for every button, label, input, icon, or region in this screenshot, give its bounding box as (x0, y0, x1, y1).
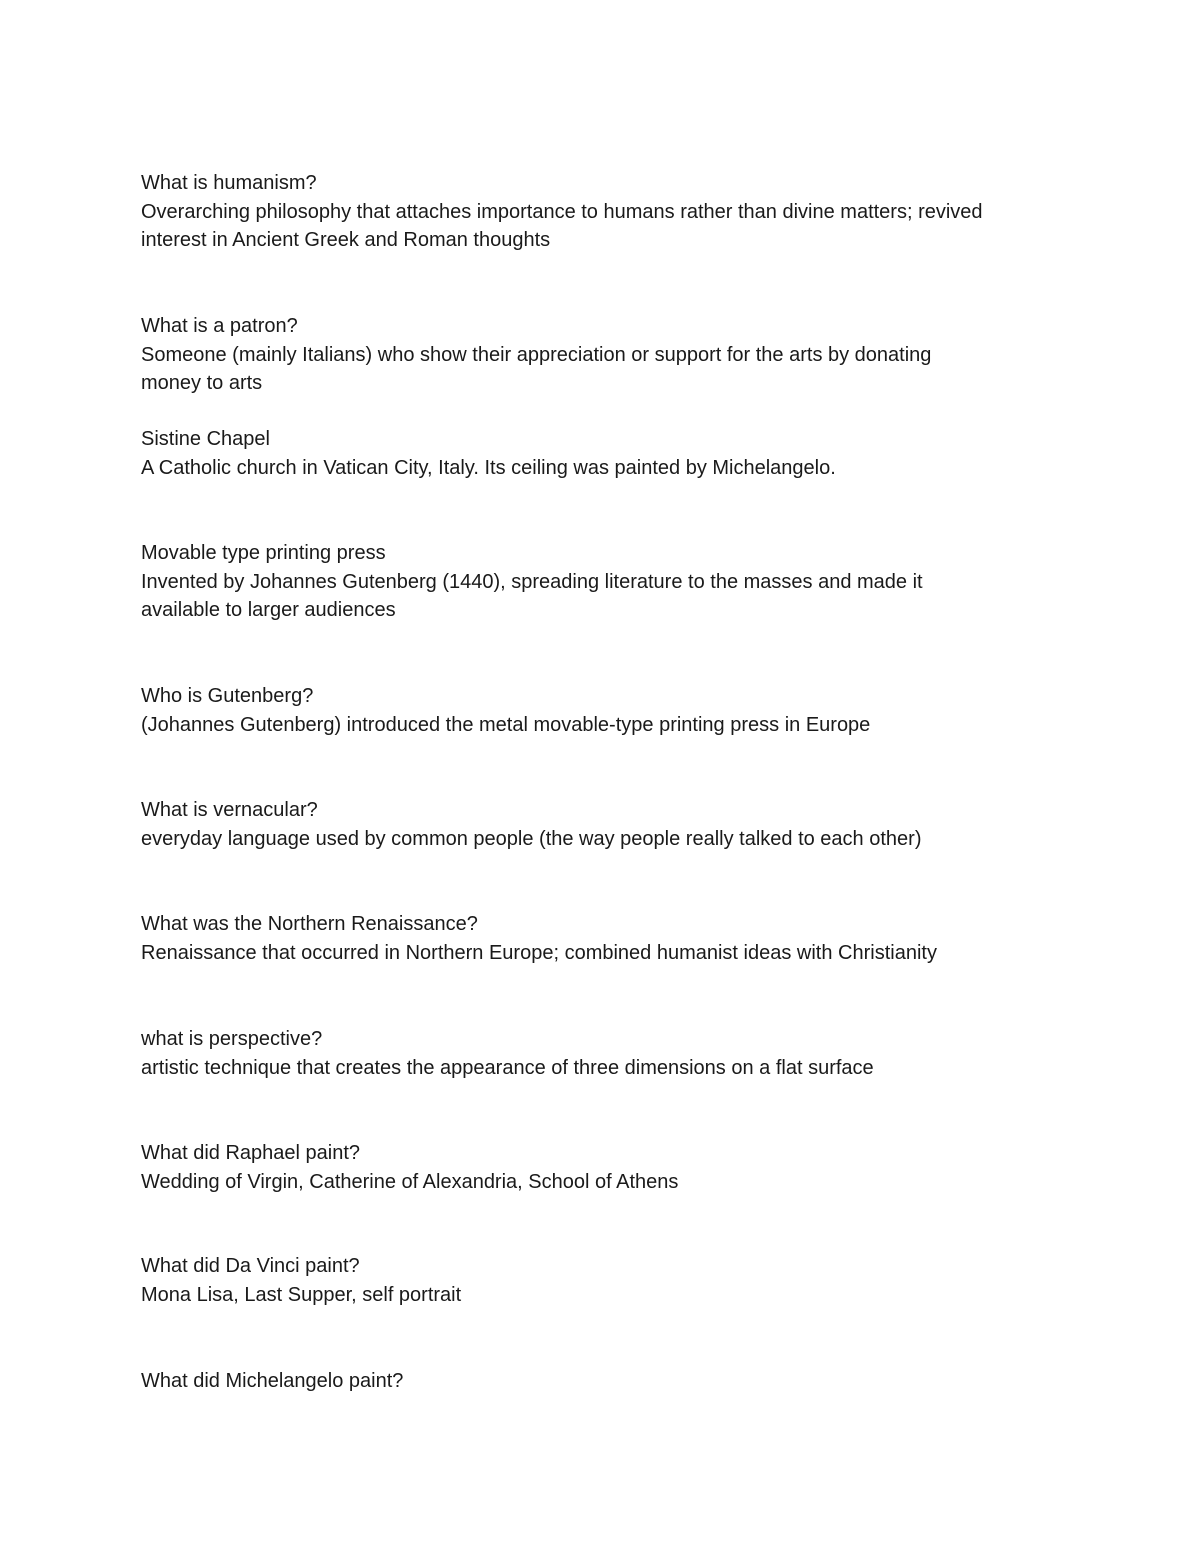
entry-vernacular (141, 796, 1071, 853)
question: What did Raphael paint? (141, 1142, 361, 1164)
question: What did Michelangelo paint? (141, 1370, 404, 1392)
entry-printing-press (141, 539, 1071, 625)
question: Who is Gutenberg? (141, 685, 314, 707)
answer-line: Mona Lisa, Last Supper, self portrait (141, 1283, 462, 1306)
question: Sistine Chapel (141, 428, 270, 450)
entry-perspective (141, 1025, 1071, 1082)
answer-line: Invented by Johannes Gutenberg (1440), spreading literature to the masses and made it (141, 570, 923, 593)
answer-line: A Catholic church in Vatican City, Italy. Its ceiling was painted by Michelangelo. (141, 456, 836, 479)
answer-line: artistic technique that creates the appearance of three dimensions on a flat surface (141, 1056, 874, 1079)
answer-line: everyday language used by common people (the way people really talked to each other) (141, 827, 922, 850)
question: What did Da Vinci paint? (141, 1255, 360, 1277)
answer-line: available to larger audiences (141, 599, 396, 621)
entry-michelangelo (141, 1367, 1071, 1396)
entry-da-vinci (141, 1252, 1071, 1309)
question: Movable type printing press (141, 542, 386, 564)
question: what is perspective? (141, 1028, 323, 1050)
question: What is humanism? (141, 172, 317, 194)
answer-line: Someone (mainly Italians) who show their appreciation or support for the arts by donating (141, 343, 932, 366)
answer-line: interest in Ancient Greek and Roman thoughts (141, 229, 551, 251)
entry-northern-renaissance (141, 910, 1071, 967)
entry-gutenberg (141, 682, 1071, 739)
entry-patron (141, 312, 1071, 398)
answer-line: Renaissance that occurred in Northern Europe; combined humanist ideas with Christianity (141, 941, 937, 964)
answer-line: (Johannes Gutenberg) introduced the metal movable-type printing press in Europe (141, 713, 871, 736)
answer-line: Overarching philosophy that attaches importance to humans rather than divine matters; revived (141, 200, 983, 223)
entry-humanism (141, 169, 1071, 255)
answer-line: money to arts (141, 372, 263, 394)
question: What is a patron? (141, 315, 298, 337)
answer-line: Wedding of Virgin, Catherine of Alexandria, School of Athens (141, 1170, 679, 1193)
entry-sistine-chapel (141, 425, 1071, 482)
entry-raphael (141, 1139, 1071, 1196)
question: What is vernacular? (141, 799, 318, 821)
question: What was the Northern Renaissance? (141, 913, 478, 935)
